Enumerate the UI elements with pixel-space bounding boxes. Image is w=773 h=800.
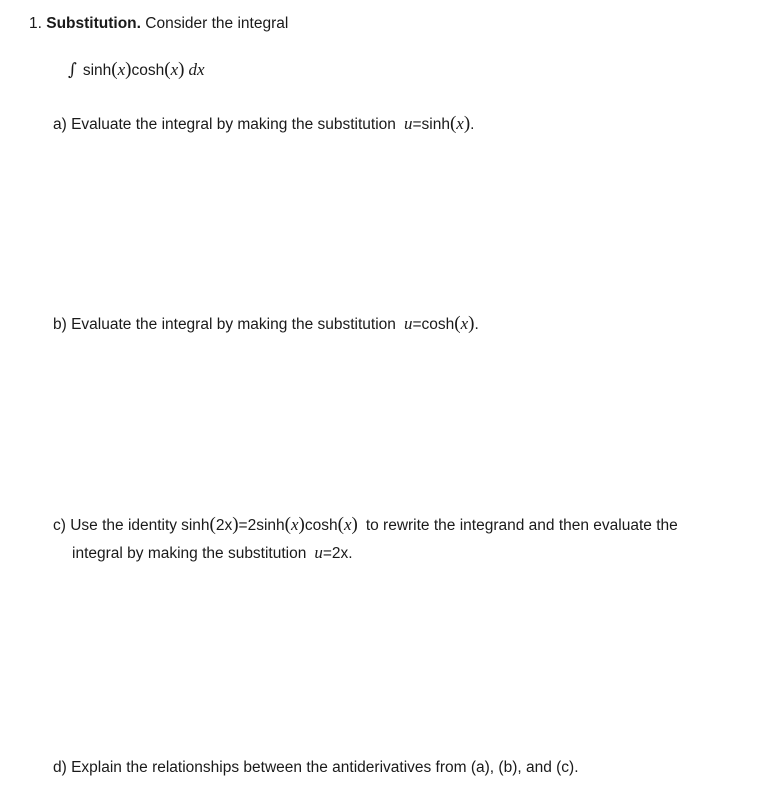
part-c-sub: 2x <box>331 545 349 562</box>
integral-var2: x <box>170 60 179 79</box>
problem-heading <box>29 14 288 34</box>
part-c-line2 <box>72 543 353 564</box>
integral-dx: dx <box>188 60 205 79</box>
integral-expression: ∫ sinh(x)cosh(x) dx <box>68 59 205 80</box>
part-a-u: u <box>403 114 413 133</box>
part-a-var: x <box>456 114 464 133</box>
part-c-line1: c) Use the identity sinh(2x)=2sinh(x)cosh(x) to rewrite the integrand and then evaluate the <box>53 514 678 535</box>
part-c-id-rhs-var2: x <box>343 515 352 534</box>
part-a-func: sinh <box>421 116 450 133</box>
part-c-u: u <box>314 543 323 562</box>
part-c-id-rhs-coef: 2sinh <box>247 517 285 534</box>
problem-intro: Consider the integral <box>145 15 289 32</box>
part-c-id-rhs-var1: x <box>290 515 299 534</box>
part-c-eq: = <box>322 545 332 562</box>
part-c-id-lhs-arg: 2x <box>215 517 233 534</box>
part-c-text3: integral by making the substitution <box>72 545 307 562</box>
part-c-id-eq: = <box>238 517 248 534</box>
part-c-text2: to rewrite the integrand and then evaluate the <box>365 517 678 534</box>
part-b-var: x <box>460 314 469 333</box>
problem-title: Substitution. <box>46 15 141 32</box>
problem-number: 1. <box>29 15 42 32</box>
part-a-eq: = <box>412 116 422 133</box>
part-c-text1: c) Use the identity <box>53 517 178 534</box>
part-b: b) Evaluate the integral by making the substitution u=cosh(x). <box>53 313 479 334</box>
part-d <box>53 758 579 778</box>
part-b-end: . <box>474 316 479 333</box>
integral-var1: x <box>117 60 126 79</box>
integral-func1: sinh <box>82 62 112 79</box>
part-b-func: cosh <box>421 316 455 333</box>
part-d-text: d) Explain the relationships between the antiderivatives from (a), (b), and (c). <box>53 759 579 776</box>
part-c-id-lhs-func: sinh <box>181 517 210 534</box>
part-c-id-rhs-func2: cosh <box>304 517 338 534</box>
integral-symbol: ∫ <box>68 60 77 80</box>
part-b-u: u <box>403 314 413 333</box>
part-a-end: . <box>470 116 475 133</box>
part-b-text: b) Evaluate the integral by making the substitution <box>53 316 396 333</box>
integral-func2: cosh <box>131 62 165 79</box>
part-a: a) Evaluate the integral by making the substitution u=sinh(x). <box>53 113 475 134</box>
part-b-eq: = <box>412 316 422 333</box>
part-a-text: a) Evaluate the integral by making the substitution <box>53 116 396 133</box>
part-c-end: . <box>348 545 353 562</box>
